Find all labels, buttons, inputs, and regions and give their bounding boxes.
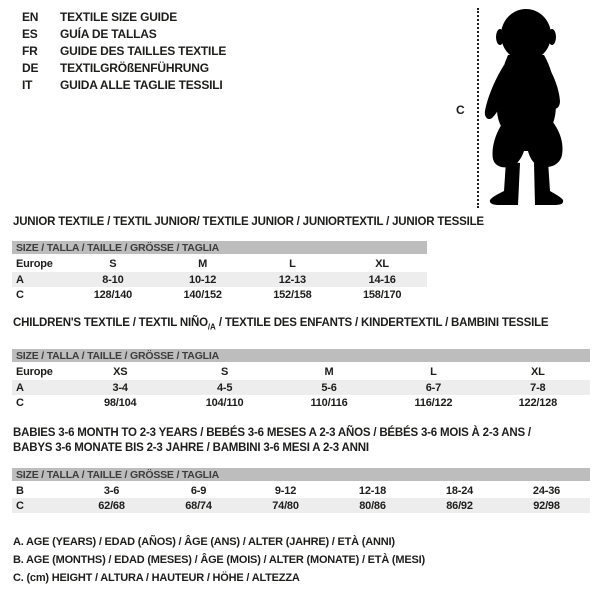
- cell-value: 62/68: [98, 499, 125, 512]
- column-header: Europe: [16, 258, 53, 270]
- row-label: C: [16, 396, 24, 409]
- size-header-bar: SIZE / TALLA / TAILLE / GRÖSSE / TAGLIA: [12, 241, 427, 254]
- cell-value: 12-13: [278, 273, 306, 286]
- cell-value: 92/98: [533, 499, 560, 512]
- row-label: C: [16, 499, 24, 512]
- lang-title: GUIDA ALLE TAGLIE TESSILI: [60, 78, 223, 92]
- lang-code: EN: [22, 10, 39, 24]
- legend-line-c: C. (cm) HEIGHT / ALTURA / HAUTEUR / HÖHE / ALTEZZA: [13, 572, 300, 584]
- cell-value: 4-5: [216, 381, 233, 394]
- cell-value: 24-36: [532, 484, 561, 497]
- table-row-height: [12, 498, 590, 513]
- height-measure-label: C: [456, 103, 465, 117]
- lang-title: GUIDE DES TAILLES TEXTILE: [60, 44, 227, 58]
- row-label: A: [16, 273, 24, 286]
- lang-code: IT: [22, 78, 33, 92]
- lang-code: FR: [22, 44, 38, 58]
- babies-section-title: [13, 426, 591, 456]
- lang-title: TEXTILE SIZE GUIDE: [60, 10, 178, 24]
- children-size-table: [12, 349, 590, 410]
- cell-value: 152/158: [273, 288, 312, 301]
- table-row-age-months: [12, 483, 590, 498]
- row-label: A: [16, 381, 24, 394]
- lang-row-fr: [22, 43, 226, 60]
- cell-value: 158/170: [362, 288, 402, 301]
- junior-section-title: JUNIOR TEXTILE / TEXTIL JUNIOR/ TEXTILE JUNIOR / JUNIORTEXTIL / JUNIOR TESSILE: [13, 216, 484, 228]
- lang-row-es: [22, 26, 226, 43]
- cell-value: 128/140: [93, 288, 133, 301]
- cell-value: 122/128: [518, 396, 558, 409]
- table-row-age: [12, 272, 427, 287]
- lang-title: TEXTILGRÖßENFÜHRUNG: [60, 61, 209, 75]
- cell-value: 18-24: [445, 484, 474, 497]
- language-title-list: [22, 9, 226, 94]
- lang-row-en: [22, 9, 226, 26]
- legend-line-b: B. AGE (MONTHS) / EDAD (MESES) / ÂGE (MOIS) / ALTER (MONATE) / ETÀ (MESI): [13, 554, 425, 566]
- table-row-height: [12, 287, 427, 302]
- lang-code: DE: [22, 61, 39, 75]
- row-label: C: [16, 288, 24, 301]
- column-header: M: [198, 258, 208, 270]
- size-header-bar: SIZE / TALLA / TAILLE / GRÖSSE / TAGLIA: [12, 349, 590, 362]
- table-row-height: [12, 395, 590, 410]
- column-header: S: [221, 366, 229, 378]
- cell-value: 9-12: [274, 484, 297, 497]
- row-label: B: [16, 484, 24, 497]
- cell-value: 6-9: [190, 484, 207, 497]
- junior-size-table: [12, 241, 427, 302]
- cell-value: 68/74: [185, 499, 212, 512]
- column-header: L: [430, 366, 437, 378]
- cell-value: 80/86: [359, 499, 386, 512]
- babies-title-line2: BABYS 3-6 MONATE BIS 2-3 JAHRE / BAMBINI 3-6 MESI A 2-3 ANNI: [13, 442, 369, 454]
- title-part: CHILDREN'S TEXTILE / TEXTIL NIÑO: [13, 317, 208, 329]
- lang-code: ES: [22, 27, 38, 41]
- column-header: XS: [113, 366, 128, 378]
- table-header-row: [12, 256, 427, 272]
- column-header: S: [109, 258, 117, 270]
- cell-value: 110/116: [310, 396, 348, 409]
- column-header: L: [289, 258, 296, 270]
- size-header-bar: SIZE / TALLA / TAILLE / GRÖSSE / TAGLIA: [12, 468, 590, 481]
- column-header: XL: [375, 258, 389, 270]
- height-measure-dotted-line: [477, 8, 479, 208]
- cell-value: 5-6: [321, 381, 337, 394]
- legend-line-a: A. AGE (YEARS) / EDAD (AÑOS) / ÂGE (ANS) / ALTER (JAHRE) / ETÀ (ANNI): [13, 536, 395, 548]
- toddler-silhouette-icon: [482, 9, 574, 205]
- cell-value: 140/152: [183, 288, 222, 301]
- measurement-legend: [13, 533, 425, 587]
- cell-value: 8-10: [102, 273, 124, 286]
- column-header: XL: [531, 366, 545, 378]
- column-header: M: [324, 366, 334, 378]
- lang-row-de: [22, 60, 226, 77]
- table-row-age: [12, 380, 590, 395]
- title-part: / TEXTILE DES ENFANTS / KINDERTEXTIL / BAMBINI TESSILE: [215, 317, 549, 329]
- cell-value: 6-7: [425, 381, 442, 394]
- lang-title: GUÍA DE TALLAS: [60, 27, 157, 41]
- cell-value: 104/110: [205, 396, 244, 409]
- cell-value: 10-12: [189, 273, 217, 286]
- cell-value: 7-8: [530, 381, 546, 394]
- cell-value: 98/104: [103, 396, 137, 409]
- title-subscript: /A: [207, 322, 216, 332]
- children-section-title: [13, 317, 548, 331]
- babies-size-table: [12, 468, 590, 513]
- cell-value: 116/122: [414, 396, 453, 409]
- cell-value: 86/92: [446, 499, 473, 512]
- cell-value: 3-4: [112, 381, 128, 394]
- cell-value: 12-18: [358, 484, 387, 497]
- table-header-row: [12, 364, 590, 380]
- cell-value: 14-16: [368, 273, 396, 286]
- babies-title-line1: BABIES 3-6 MONTH TO 2-3 YEARS / BEBÉS 3-6 MESES A 2-3 AÑOS / BÉBÉS 3-6 MOIS À 2-3 ANS /: [13, 427, 531, 439]
- column-header: Europe: [16, 366, 53, 378]
- lang-row-it: [22, 77, 226, 94]
- cell-value: 74/80: [272, 499, 299, 512]
- cell-value: 3-6: [103, 484, 120, 497]
